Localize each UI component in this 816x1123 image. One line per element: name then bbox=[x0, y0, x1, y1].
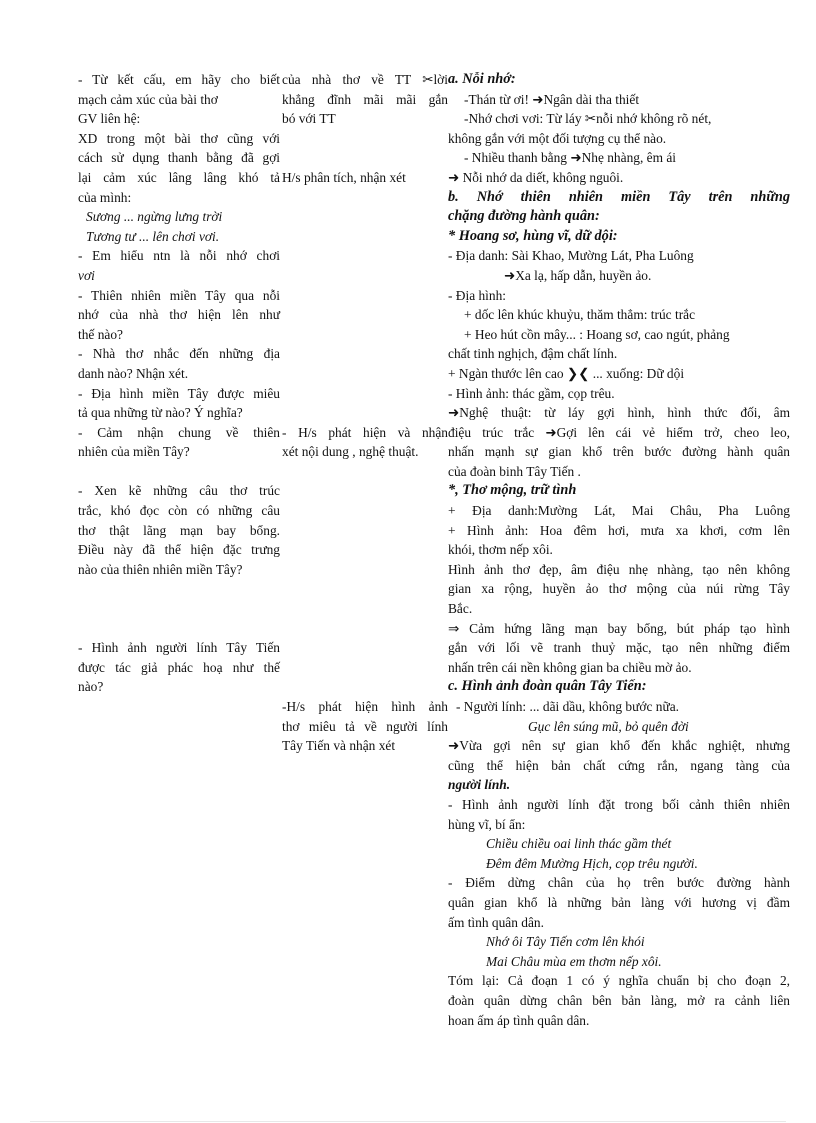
col3-line: người lính. bbox=[448, 777, 511, 793]
col1-line: GV liên hệ: bbox=[78, 111, 141, 127]
col3-line: + Địa danh:Mường Lát, Mai Châu, Pha Luông bbox=[448, 503, 790, 519]
col2-line bbox=[282, 521, 448, 541]
col3-line: Tóm lại: Cả đoạn 1 có ý nghĩa chuẩn bị cho đoạn 2, bbox=[448, 973, 790, 989]
col2-line bbox=[282, 286, 448, 306]
col3-line: - Nhiều thanh bằng ➜Nhẹ nhàng, êm ái bbox=[464, 150, 677, 166]
col3-line: - Địa hình: bbox=[448, 287, 507, 303]
col1-line: Tương tư ... lên chơi vơi. bbox=[86, 228, 220, 244]
col2-line bbox=[282, 207, 448, 227]
col2-line bbox=[282, 462, 448, 482]
col2-line bbox=[282, 227, 448, 247]
col1-line bbox=[78, 462, 280, 482]
col3-line: chặng đường hành quân: bbox=[448, 208, 600, 225]
col1-line bbox=[78, 579, 280, 599]
col3-line: - Người lính: ... dãi dầu, không bước nữa. bbox=[456, 699, 679, 714]
col2-line bbox=[282, 638, 448, 658]
col2-line bbox=[282, 579, 448, 599]
col2-line: khẳng đĩnh mãi mãi gắn bbox=[282, 91, 448, 107]
col2-line bbox=[282, 599, 448, 619]
col2-line bbox=[282, 619, 448, 639]
col2-line bbox=[282, 540, 448, 560]
col1-line: danh nào? Nhận xét. bbox=[78, 365, 189, 381]
col2-line bbox=[282, 501, 448, 521]
col3-line: gian xa rộng, huyền ảo thơ mộng của núi rừng Tây bbox=[448, 581, 790, 597]
col1-line: - Từ kết cấu, em hãy cho biết bbox=[78, 72, 280, 87]
col1-line: nào? bbox=[78, 679, 104, 695]
col1-line bbox=[78, 599, 280, 619]
col2-line bbox=[282, 246, 448, 266]
col1-line bbox=[78, 619, 280, 639]
col3-line: + dốc lên khúc khuỷu, thăm thẳm: trúc trắc bbox=[464, 307, 696, 323]
col3-line: - Địa danh: Sài Khao, Mường Lát, Pha Luông bbox=[448, 248, 694, 264]
col2-line bbox=[282, 403, 448, 423]
col3-line: Chiều chiều oai linh thác gầm thét bbox=[486, 836, 672, 852]
col1-line: lại cảm xúc lâng lâng khó tả bbox=[78, 169, 280, 185]
col3-line: - Hình ảnh người lính đặt trong bối cảnh thiên nhiên bbox=[448, 796, 790, 812]
col3-line: Hình ảnh thơ đẹp, âm điệu nhẹ nhàng, tạo nên không bbox=[448, 561, 790, 577]
col3-line: + Hình ảnh: Hoa đêm hơi, mưa xa khơi, cơm lên bbox=[448, 522, 790, 538]
col3-line: Mai Châu mùa em thơm nếp xôi. bbox=[486, 953, 662, 969]
col2-line: - H/s phát hiện và nhận bbox=[282, 424, 448, 440]
teacher-questions-column bbox=[78, 70, 280, 697]
col3-line: Bắc. bbox=[448, 601, 473, 617]
col3-line: + Heo hút cồn mây... : Hoang sơ, cao ngút, phảng bbox=[464, 326, 730, 342]
col1-line: Sương ... ngừng lưng trời bbox=[86, 209, 223, 225]
col1-line: nhiên của miền Tây? bbox=[78, 444, 190, 460]
col1-line: nào của thiên nhiên miền Tây? bbox=[78, 561, 243, 577]
col3-line: * Hoang sơ, hùng vĩ, dữ dội: bbox=[448, 227, 618, 244]
col2-line bbox=[282, 677, 448, 697]
col2-line bbox=[282, 658, 448, 678]
col2-line bbox=[282, 364, 448, 384]
col1-line: thơ thật lãng mạn bay bổng. bbox=[78, 522, 280, 538]
col1-line: XD trong một bài thơ cũng với bbox=[78, 130, 280, 146]
col2-line: -H/s phát hiện hình ảnh bbox=[282, 699, 448, 714]
col2-line bbox=[282, 560, 448, 580]
col3-line: nhấn trên cái nền không gian ba chiều mờ ảo. bbox=[448, 659, 692, 675]
col1-line: nhớ của nhà thơ hiện lên như bbox=[78, 307, 280, 323]
col2-line: của nhà thơ về TT ✂lời bbox=[282, 72, 448, 87]
lesson-content-column bbox=[448, 70, 790, 1030]
col1-line: được tác giả phác hoạ như thế bbox=[78, 659, 280, 675]
col1-line: - Địa hình miền Tây được miêu bbox=[78, 385, 280, 401]
col3-line: cũng thể hiện bản chất cứng rắn, ngang tàng của bbox=[448, 757, 790, 773]
col1-line: tả qua những từ nào? Ý nghĩa? bbox=[78, 405, 243, 421]
col1-line: trắc, khó đọc còn có những câu bbox=[78, 503, 280, 519]
col3-line: Đêm đêm Mường Hịch, cọp trêu người. bbox=[486, 855, 698, 871]
col3-line: -Nhớ chơi vơi: Từ láy ✂nỗi nhớ không rõ nét, bbox=[464, 111, 712, 127]
col1-line: - Thiên nhiên miền Tây qua nỗi bbox=[78, 287, 280, 303]
col3-line: Gục lên súng mũ, bỏ quên đời bbox=[528, 718, 689, 734]
col2-line bbox=[282, 129, 448, 149]
col2-line bbox=[282, 325, 448, 345]
col2-line bbox=[282, 481, 448, 501]
col3-line: ấm tình quân dân. bbox=[448, 914, 544, 930]
col3-line: gắn với lối vẽ tranh thuỷ mặc, tạo nên những điểm bbox=[448, 640, 790, 656]
col1-line: - Cảm nhận chung về thiên bbox=[78, 424, 280, 440]
col3-line: của đoàn binh Tây Tiến . bbox=[448, 463, 581, 479]
col1-line: - Nhà thơ nhắc đến những địa bbox=[78, 346, 280, 362]
col3-line: chất tinh nghịch, đậm chất lính. bbox=[448, 346, 618, 362]
col2-line: Tây Tiến và nhận xét bbox=[282, 738, 396, 754]
col1-line: thế nào? bbox=[78, 326, 123, 342]
col2-line: xét nội dung , nghệ thuật. bbox=[282, 444, 419, 460]
col3-line: ➜ Nỗi nhớ da diết, không nguôi. bbox=[448, 169, 624, 185]
col2-line: H/s phân tích, nhận xét bbox=[282, 169, 406, 185]
col3-line: *, Thơ mộng, trữ tình bbox=[448, 482, 577, 499]
col2-line bbox=[282, 305, 448, 325]
col2-line bbox=[282, 188, 448, 208]
col3-line: + Ngàn thước lên cao ❯❮ ... xuống: Dữ dội bbox=[448, 365, 685, 381]
col3-line: Nhớ ôi Tây Tiến cơm lên khói bbox=[486, 934, 645, 950]
col1-line: - Em hiểu ntn là nỗi nhớ chơi bbox=[78, 248, 280, 264]
col1-line: - Xen kẽ những câu thơ trúc bbox=[78, 483, 280, 499]
col3-line: ➜Xa lạ, hấp dẫn, huyền ảo. bbox=[504, 267, 652, 283]
col2-line: bó với TT bbox=[282, 111, 336, 127]
col3-line: ➜Nghệ thuật: từ láy gợi hình, hình thức đối, âm bbox=[448, 405, 790, 421]
col3-line: đoàn quân dừng chân bên bản làng, mở ra cảnh liên bbox=[448, 992, 790, 1008]
col3-line: - Điểm dừng chân của họ trên bước đường hành bbox=[448, 875, 790, 891]
page-bottom-rule bbox=[30, 1121, 786, 1122]
col1-line: Điều này đã thể hiện đặc trưng bbox=[78, 542, 280, 558]
col1-line: cách sử dụng thanh bằng đã gợi bbox=[78, 150, 280, 166]
col1-line: - Hình ảnh người lính Tây Tiến bbox=[78, 640, 280, 656]
col2-line: thơ miêu tả về người lính bbox=[282, 718, 448, 734]
col3-line: - Hình ảnh: thác gầm, cọp trêu. bbox=[448, 385, 615, 401]
col3-line: -Thán từ ơi! ➜Ngân dài tha thiết bbox=[464, 91, 640, 107]
col3-line: nhấn mạnh sự gian khổ trên bước đường hành quân bbox=[448, 444, 790, 460]
col3-line: b. Nhớ thiên nhiên miền Tây trên những bbox=[448, 188, 790, 205]
col3-line: quân gian khổ là những bản làng với hương vị đầm bbox=[448, 894, 790, 910]
col3-line: a. Nỗi nhớ: bbox=[448, 71, 516, 87]
col3-line: hoan ấm áp tình quân dân. bbox=[448, 1012, 590, 1028]
col3-line: c. Hình ảnh đoàn quân Tây Tiến: bbox=[448, 678, 647, 695]
student-activity-column bbox=[282, 70, 448, 756]
col3-line: ⇒ Cảm hứng lãng mạn bay bổng, bút pháp tạo hình bbox=[448, 620, 790, 636]
col2-line bbox=[282, 384, 448, 404]
col3-line: khói, thơm nếp xôi. bbox=[448, 542, 553, 558]
col3-line: hùng vĩ, bí ẩn: bbox=[448, 816, 526, 832]
col2-line bbox=[282, 344, 448, 364]
col2-line bbox=[282, 266, 448, 286]
col3-line: không gắn với một đối tượng cụ thể nào. bbox=[448, 130, 667, 146]
col3-line: điệu trúc trắc ➜Gợi lên cái vẻ hiểm trở, cheo leo, bbox=[448, 424, 790, 440]
col1-line: của mình: bbox=[78, 189, 132, 205]
col3-line: ➜Vừa gợi nên sự gian khổ đến khắc nghiệt, nhưng bbox=[448, 738, 790, 754]
col1-line: mạch cảm xúc của bài thơ bbox=[78, 91, 218, 107]
col2-line bbox=[282, 148, 448, 168]
col1-line: vơi bbox=[78, 267, 95, 283]
